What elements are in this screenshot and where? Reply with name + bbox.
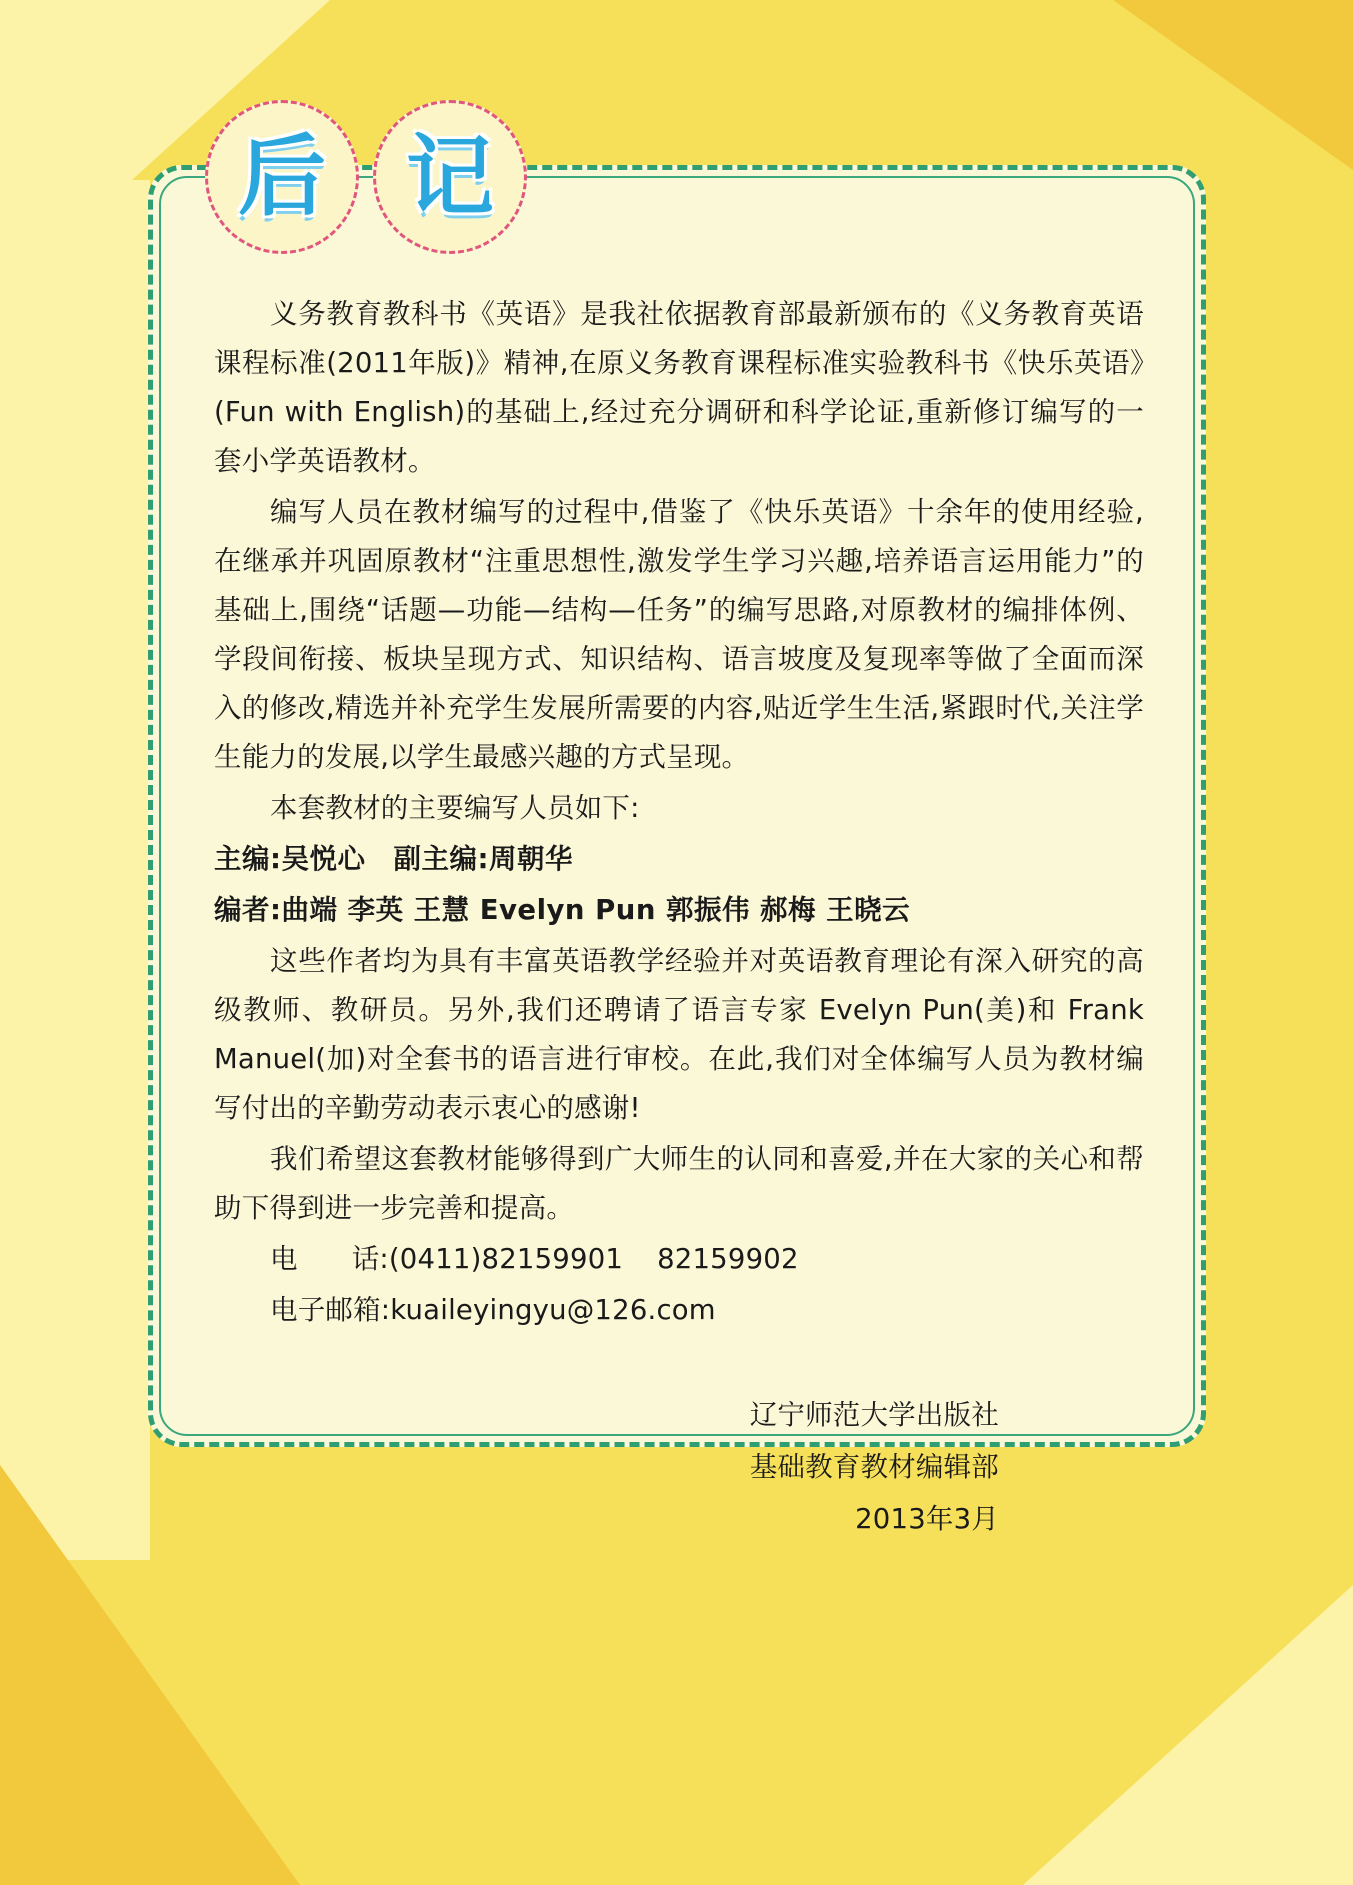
paragraph-3: 本套教材的主要编写人员如下: bbox=[270, 792, 640, 824]
telephone-label-2: 话: bbox=[351, 1243, 389, 1275]
paragraph-2: 编写人员在教材编写的过程中,借鉴了《快乐英语》十余年的使用经验,在继承并巩固原教材“注重思想性,激发学生学习兴趣,培养语言运用能力”的基础上,围绕“话题—功能—结构—任务”的编写思路,对原教材的编排体例、学段间衔接、板块呈现方式、知识结构、语言坡度及复现率等做了全面而深入的修改,精选并补充学生发展所需要的内容,贴近学生生活,紧跟时代,关注学生能力的发展,以学生最感兴趣的方式呈现。 bbox=[214, 496, 1144, 773]
background-corner-bottom-right bbox=[1023, 1585, 1353, 1885]
telephone-label: 电 bbox=[270, 1243, 298, 1275]
telephone-line bbox=[214, 1235, 1144, 1284]
email-value: kuaileyingyu@126.com bbox=[390, 1294, 716, 1326]
title-char-1: 后 bbox=[237, 125, 326, 228]
background-corner-top-right bbox=[1113, 0, 1353, 170]
paragraph-1: 义务教育教科书《英语》是我社依据教育部最新颁布的《义务教育英语课程标准(2011年版)》精神,在原义务教育课程标准实验教科书《快乐英语》(Fun with English)的基础上,经过充分调研和科学论证,重新修订编写的一套小学英语教材。 bbox=[214, 298, 1144, 477]
authors-line: 编者:曲端 李英 王慧 Evelyn Pun 郭振伟 郝梅 王晓云 bbox=[214, 894, 911, 926]
email-label: 电子邮箱: bbox=[270, 1294, 391, 1326]
page-title bbox=[205, 100, 527, 254]
paragraph-4: 这些作者均为具有丰富英语教学经验并对英语教育理论有深入研究的高级教师、教研员。另外,我们还聘请了语言专家 Evelyn Pun(美)和 Frank Manuel(加)对全套书的语言进行审校。在此,我们对全体编写人员为教材编写付出的辛勤劳动表示衷心的感谢! bbox=[214, 945, 1144, 1124]
signature-department: 基础教育教材编辑部 bbox=[749, 1451, 999, 1483]
afterword-body bbox=[214, 290, 1144, 1545]
title-char-2: 记 bbox=[405, 125, 494, 228]
title-circle-2 bbox=[373, 100, 527, 254]
telephone-number-2: 82159902 bbox=[657, 1243, 799, 1275]
background-left-strip bbox=[0, 180, 150, 1560]
signature-block bbox=[214, 1389, 1144, 1545]
chief-editor-line: 主编:吴悦心 副主编:周朝华 bbox=[214, 843, 573, 875]
signature-date: 2013年3月 bbox=[855, 1503, 999, 1535]
email-line bbox=[214, 1286, 1144, 1335]
telephone-number-1: (0411)82159901 bbox=[388, 1243, 624, 1275]
paragraph-5: 我们希望这套教材能够得到广大师生的认同和喜爱,并在大家的关心和帮助下得到进一步完善和提高。 bbox=[214, 1143, 1144, 1224]
title-circle-1 bbox=[205, 100, 359, 254]
signature-publisher: 辽宁师范大学出版社 bbox=[749, 1399, 999, 1431]
